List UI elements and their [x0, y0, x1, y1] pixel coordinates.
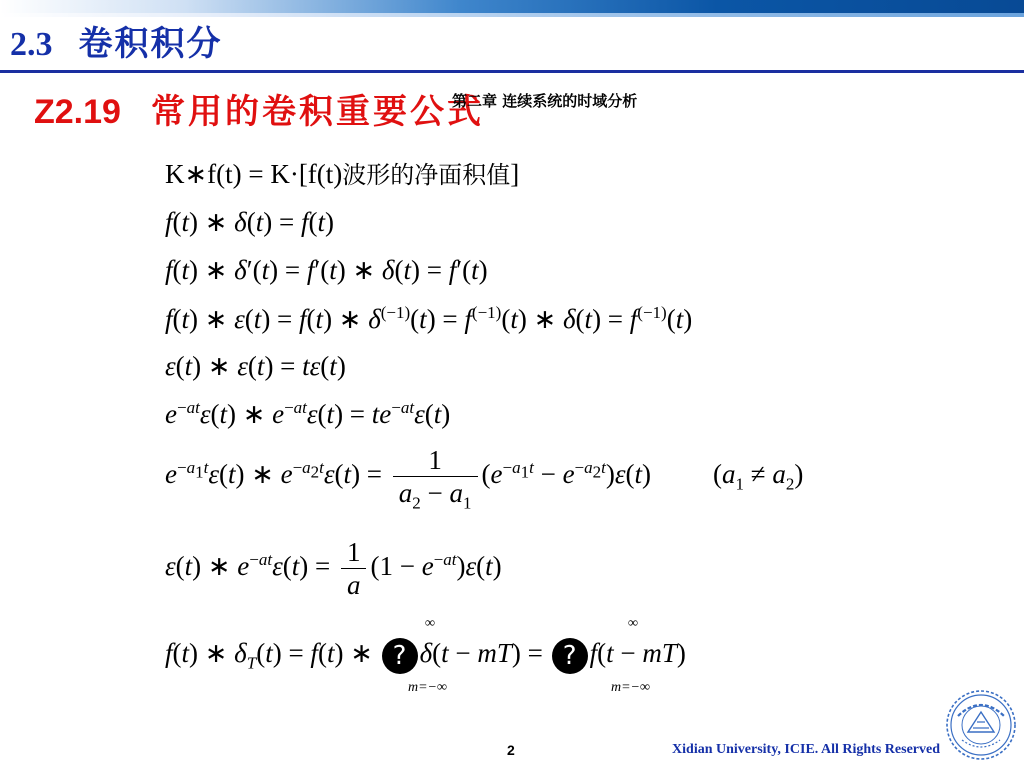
formula-8-display: ε(t) ∗ $e^{-at}\varepsilon(t)$ = $\frac{1}{a}$ $(1 - e^{-at})\varepsilon(t)$: [165, 537, 502, 600]
section-title-text: 卷积积分: [78, 24, 223, 64]
sum-upper-limit-1: ∞: [425, 616, 435, 631]
formula-impulse-train: [165, 637, 686, 674]
sum-lower-limit-1: m=−∞: [408, 680, 447, 695]
formula-delta-identity: f(t) ∗ δ(t) = f(t): [165, 207, 334, 237]
formula-constant-convolution: [165, 158, 519, 191]
formula-step-exp: [165, 536, 502, 601]
formula-5-display: ε(t) ∗ ε(t) = tε(t): [165, 351, 346, 381]
formula-4-display: f(t) ∗ ε(t) = f(t) ∗ $\delta^{(-1)}(t) = f^{(-1)}(t)$ ∗ $\delta(t) = f^{(-1)}(t)$: [165, 303, 693, 334]
formula-exp-exp: [165, 398, 450, 430]
formula-delta-derivative: f(t) ∗ δ′(t) = f′(t) ∗ δ(t) = f′(t): [165, 255, 488, 285]
summation-icon: ?: [552, 638, 588, 674]
chapter-header: 第二章 连续系统的时域分析: [452, 92, 638, 110]
formula-9-display: f(t) ∗ $\delta_T(t) = f(t)$ ∗ ? δ(t − mT) = ? f(t − mT): [165, 638, 686, 673]
formula-7-display: $e^{-a_1t}\varepsilon(t)$ ∗ $e^{-a_2t}\varepsilon(t)$ = $\frac{1}{a_2 - a_1}$ $(e^{-a_1t} - e^{-a_2t})\varepsilon(t) (a_1 \ne a_2)$: [165, 445, 804, 513]
formula-two-exp: [165, 444, 804, 513]
sum-upper-limit-2: ∞: [628, 616, 638, 631]
title-divider: [0, 70, 1024, 73]
formula-1-lhs: K∗f(t) = K·[f(t): [165, 159, 343, 189]
section-number: 2.3: [10, 26, 53, 63]
footer-credit: Xidian University, ICIE. All Rights Reserved: [672, 742, 940, 757]
formula-6-display: $e^{-at}\varepsilon(t)$ ∗ $e^{-at}\varepsilon(t) = te^{-at}\varepsilon(t)$: [165, 398, 451, 429]
formula-1-text: 波形的净面积值: [342, 161, 511, 189]
slide-title-text: 常用的卷积重要公式: [150, 92, 484, 132]
formula-step-step: [165, 350, 346, 382]
summation-icon: ?: [382, 638, 418, 674]
top-gradient-band: [0, 0, 1024, 17]
university-seal-icon: [944, 688, 1018, 762]
page-number: 2: [507, 742, 515, 758]
sum-lower-limit-2: m=−∞: [611, 680, 650, 695]
formula-1-end: ]: [510, 159, 520, 189]
formula-step-integral: [165, 303, 692, 335]
slide-title: [34, 90, 484, 134]
slide-code: Z2.19: [34, 93, 121, 131]
section-title: [10, 22, 223, 66]
